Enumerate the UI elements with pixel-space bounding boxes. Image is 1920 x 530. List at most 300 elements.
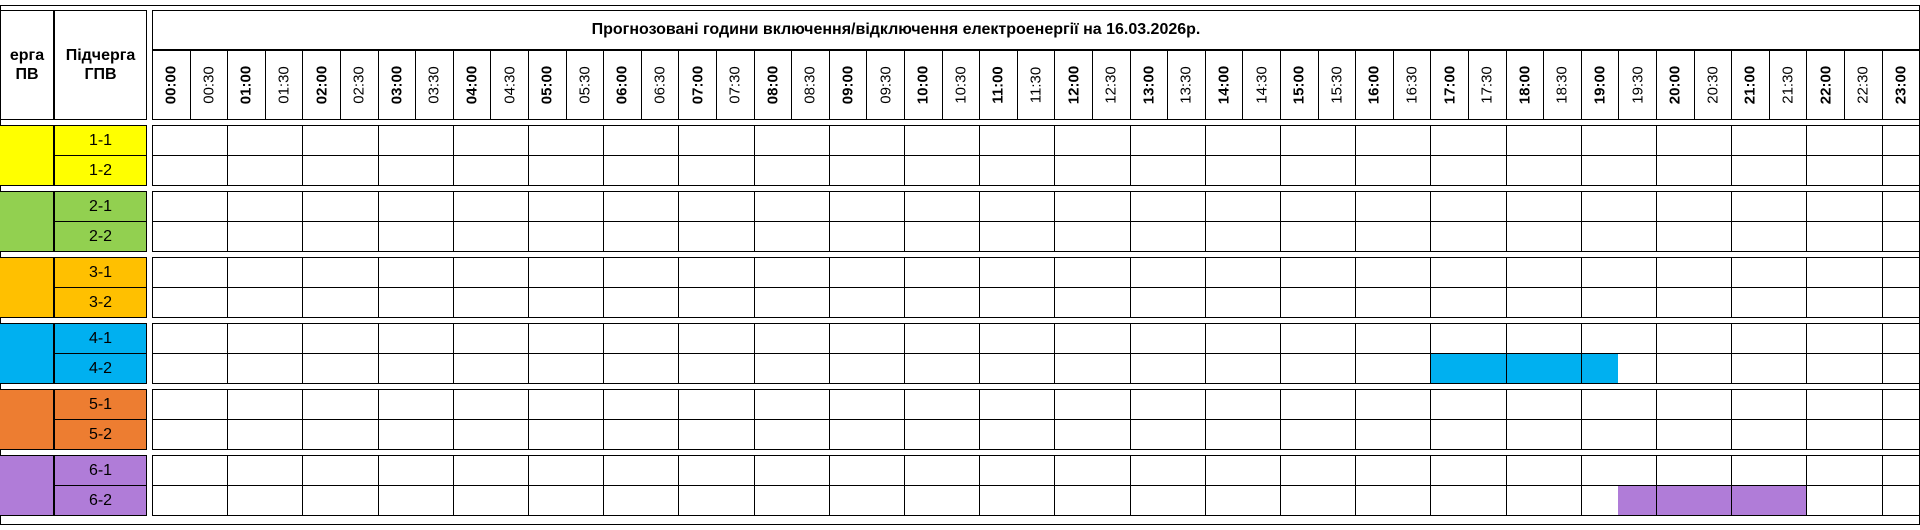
time-header-0400 xyxy=(453,50,492,120)
hour-cell xyxy=(603,353,679,384)
hour-cell xyxy=(603,221,679,252)
time-header-label: 06:30 xyxy=(651,66,669,104)
hour-cell xyxy=(1731,191,1807,222)
hour-cell xyxy=(1054,455,1130,486)
hour-cell xyxy=(1430,287,1506,318)
time-header-label: 13:30 xyxy=(1177,66,1195,104)
queue-cell-2 xyxy=(0,191,54,252)
hour-cell xyxy=(1280,353,1356,384)
hour-cell xyxy=(1205,323,1281,354)
hour-cell xyxy=(1731,419,1807,450)
hour-cell xyxy=(1581,419,1657,450)
hour-cell xyxy=(1355,353,1431,384)
hour-cell xyxy=(227,323,303,354)
time-header-label: 18:00 xyxy=(1516,65,1534,105)
hour-cell xyxy=(378,455,454,486)
hour-cell xyxy=(152,485,228,516)
time-header-1800 xyxy=(1506,50,1545,120)
time-header-label: 00:30 xyxy=(200,66,218,104)
hour-cell xyxy=(1130,287,1206,318)
hour-cell xyxy=(1130,485,1206,516)
hour-cell xyxy=(152,155,228,186)
hour-cell xyxy=(1130,155,1206,186)
hour-cell xyxy=(378,155,454,186)
time-header-0530 xyxy=(566,50,605,120)
time-header-label: 20:30 xyxy=(1704,66,1722,104)
hour-cell xyxy=(754,191,830,222)
time-header-label: 07:30 xyxy=(726,66,744,104)
hour-cell xyxy=(603,191,679,222)
hour-cell xyxy=(1506,419,1582,450)
hour-cell xyxy=(1882,155,1920,186)
hour-cell xyxy=(152,419,228,450)
hour-cell xyxy=(1355,389,1431,420)
time-header-0030 xyxy=(190,50,229,120)
hour-cell xyxy=(1656,191,1732,222)
queue-cell-6 xyxy=(0,455,54,516)
hour-cell xyxy=(227,191,303,222)
hour-cell xyxy=(528,455,604,486)
hour-cell xyxy=(152,389,228,420)
time-header-0830 xyxy=(791,50,830,120)
time-header-1530 xyxy=(1318,50,1357,120)
hour-cell xyxy=(1731,389,1807,420)
subqueue-cell-label: 2-2 xyxy=(88,227,113,245)
hour-cell xyxy=(1656,485,1732,516)
time-header-label: 08:00 xyxy=(764,65,782,105)
subqueue-cell-label: 3-1 xyxy=(88,263,113,281)
hour-cell xyxy=(1430,419,1506,450)
time-header-1330 xyxy=(1167,50,1206,120)
hour-cell xyxy=(1054,419,1130,450)
time-header-0930 xyxy=(866,50,905,120)
time-header-label: 02:30 xyxy=(350,66,368,104)
hour-cell xyxy=(829,389,905,420)
subqueue-cell-label: 4-1 xyxy=(88,329,113,347)
hour-cell xyxy=(603,485,679,516)
subqueue-cell-label: 4-2 xyxy=(88,359,113,377)
time-header-2030 xyxy=(1694,50,1733,120)
hour-cell xyxy=(302,455,378,486)
hour-cell xyxy=(528,155,604,186)
hour-cell xyxy=(528,485,604,516)
hour-cell xyxy=(1130,353,1206,384)
hour-cell xyxy=(979,419,1055,450)
hour-cell xyxy=(1280,455,1356,486)
hour-cell xyxy=(678,353,754,384)
hour-cell xyxy=(1506,389,1582,420)
hour-cell xyxy=(1506,221,1582,252)
hour-cell xyxy=(1731,221,1807,252)
time-header-label: 04:00 xyxy=(463,65,481,105)
hour-cell xyxy=(453,191,529,222)
hour-cell xyxy=(227,221,303,252)
hour-cell xyxy=(302,191,378,222)
hour-cell xyxy=(1581,155,1657,186)
hour-cell xyxy=(528,323,604,354)
hour-cell xyxy=(1355,287,1431,318)
hour-cell xyxy=(1656,323,1732,354)
hour-cell xyxy=(302,323,378,354)
hour-cell xyxy=(979,257,1055,288)
time-header-label: 13:00 xyxy=(1140,65,1158,105)
hour-cell xyxy=(1882,221,1920,252)
hour-cell xyxy=(1882,419,1920,450)
hour-cell xyxy=(1656,257,1732,288)
hour-cell xyxy=(1506,191,1582,222)
time-header-0200 xyxy=(302,50,341,120)
hour-cell xyxy=(1205,485,1281,516)
time-header-label: 05:30 xyxy=(576,66,594,104)
hour-cell xyxy=(1506,323,1582,354)
hour-cell xyxy=(754,287,830,318)
hour-cell xyxy=(1054,257,1130,288)
time-header-1230 xyxy=(1092,50,1131,120)
hour-cell xyxy=(678,485,754,516)
hour-cell xyxy=(1656,155,1732,186)
time-header-label: 17:00 xyxy=(1441,65,1459,105)
queue-cell-5 xyxy=(0,389,54,450)
hour-cell xyxy=(829,155,905,186)
hour-cell xyxy=(1430,221,1506,252)
hour-cell xyxy=(754,419,830,450)
hour-cell xyxy=(678,257,754,288)
time-header-label: 11:00 xyxy=(989,66,1007,104)
hour-cell xyxy=(302,389,378,420)
time-header-2230 xyxy=(1844,50,1883,120)
time-header-0500 xyxy=(528,50,567,120)
hour-cell xyxy=(1130,389,1206,420)
hour-cell xyxy=(1806,389,1882,420)
time-header-0430 xyxy=(490,50,529,120)
time-header-label: 19:30 xyxy=(1629,66,1647,104)
hour-cell xyxy=(678,287,754,318)
hour-cell xyxy=(754,221,830,252)
subqueue-cell-1-1 xyxy=(54,125,147,156)
time-header-label: 10:30 xyxy=(952,66,970,104)
hour-cell xyxy=(1731,257,1807,288)
time-header-label: 00:00 xyxy=(162,65,180,105)
subqueue-cell-label: 2-1 xyxy=(88,197,113,215)
hour-cell xyxy=(1130,125,1206,156)
hour-cell xyxy=(227,353,303,384)
hour-cell xyxy=(979,287,1055,318)
hour-cell xyxy=(1430,155,1506,186)
hour-cell xyxy=(1205,353,1281,384)
time-header-0600 xyxy=(603,50,642,120)
hour-cell xyxy=(1806,287,1882,318)
time-header-0230 xyxy=(340,50,379,120)
hour-cell xyxy=(829,257,905,288)
hour-cell xyxy=(829,125,905,156)
hour-cell xyxy=(1806,455,1882,486)
time-header-1130 xyxy=(1017,50,1056,120)
time-header-1900 xyxy=(1581,50,1620,120)
hour-cell xyxy=(378,485,454,516)
subqueue-column-header-text: Підчерга ГПВ xyxy=(65,47,136,83)
subqueue-cell-label: 6-2 xyxy=(88,491,113,509)
hour-cell xyxy=(1130,419,1206,450)
hour-cell xyxy=(1581,287,1657,318)
hour-cell xyxy=(1882,389,1920,420)
hour-cell xyxy=(754,323,830,354)
hour-cell xyxy=(1506,287,1582,318)
hour-cell xyxy=(1130,257,1206,288)
time-header-label: 18:30 xyxy=(1553,66,1571,104)
hour-cell xyxy=(528,287,604,318)
hour-cell xyxy=(1280,155,1356,186)
hour-cell xyxy=(1806,125,1882,156)
hour-cell xyxy=(453,419,529,450)
time-header-label: 14:00 xyxy=(1215,65,1233,105)
hour-cell xyxy=(904,485,980,516)
time-header-1500 xyxy=(1280,50,1319,120)
hour-cell xyxy=(1205,455,1281,486)
time-header-1030 xyxy=(942,50,981,120)
hour-cell xyxy=(1205,155,1281,186)
hour-cell xyxy=(1430,191,1506,222)
hour-cell xyxy=(1054,191,1130,222)
hour-cell xyxy=(453,257,529,288)
hour-cell xyxy=(829,419,905,450)
queue-cell-3 xyxy=(0,257,54,318)
time-header-1830 xyxy=(1543,50,1582,120)
time-header-label: 09:00 xyxy=(839,65,857,105)
hour-cell xyxy=(1581,389,1657,420)
hour-cell xyxy=(979,191,1055,222)
time-header-0100 xyxy=(227,50,266,120)
queue-column-header xyxy=(0,10,54,120)
hour-cell xyxy=(603,125,679,156)
time-header-1200 xyxy=(1054,50,1093,120)
time-header-1430 xyxy=(1242,50,1281,120)
hour-cell xyxy=(1054,155,1130,186)
hour-cell xyxy=(1430,125,1506,156)
time-header-label: 12:00 xyxy=(1065,65,1083,105)
hour-cell xyxy=(979,323,1055,354)
subqueue-cell-label: 5-2 xyxy=(88,425,113,443)
hour-cell xyxy=(1581,191,1657,222)
schedule-title xyxy=(152,10,1920,50)
time-header-2300 xyxy=(1882,50,1920,120)
hour-cell xyxy=(754,353,830,384)
schedule-title-text: Прогнозовані години включення/відключення електроенергії на 16.03.2026р. xyxy=(591,21,1201,38)
time-header-label: 17:30 xyxy=(1478,66,1496,104)
hour-cell xyxy=(1430,257,1506,288)
hour-cell xyxy=(302,485,378,516)
hour-cell xyxy=(1656,221,1732,252)
hour-cell xyxy=(1054,389,1130,420)
time-header-label: 01:30 xyxy=(275,66,293,104)
hour-cell xyxy=(528,191,604,222)
time-header-label: 21:00 xyxy=(1741,65,1759,105)
hour-cell xyxy=(678,125,754,156)
time-header-1600 xyxy=(1355,50,1394,120)
hour-cell xyxy=(1731,353,1807,384)
hour-cell xyxy=(528,257,604,288)
time-header-label: 03:00 xyxy=(388,65,406,105)
hour-cell xyxy=(1731,485,1807,516)
hour-cell xyxy=(1280,191,1356,222)
hour-cell xyxy=(1355,419,1431,450)
time-header-label: 07:00 xyxy=(689,65,707,105)
hour-cell xyxy=(1731,287,1807,318)
subqueue-cell-3-1 xyxy=(54,257,147,288)
hour-cell xyxy=(302,257,378,288)
queue-cell-1 xyxy=(0,125,54,186)
hour-cell xyxy=(378,419,454,450)
hour-cell xyxy=(227,485,303,516)
time-header-0300 xyxy=(378,50,417,120)
hour-cell xyxy=(678,191,754,222)
hour-cell xyxy=(453,155,529,186)
time-header-1730 xyxy=(1468,50,1507,120)
subqueue-cell-5-1 xyxy=(54,389,147,420)
hour-cell xyxy=(979,389,1055,420)
hour-cell xyxy=(1806,155,1882,186)
hour-cell xyxy=(1656,125,1732,156)
time-header-label: 15:30 xyxy=(1328,66,1346,104)
hour-cell xyxy=(1806,485,1882,516)
subqueue-cell-5-2 xyxy=(54,419,147,450)
subqueue-cell-label: 3-2 xyxy=(88,293,113,311)
hour-cell xyxy=(904,191,980,222)
subqueue-cell-6-2 xyxy=(54,485,147,516)
hour-cell xyxy=(302,419,378,450)
hour-cell xyxy=(152,323,228,354)
time-header-0000 xyxy=(152,50,191,120)
hour-cell xyxy=(227,389,303,420)
hour-cell xyxy=(227,257,303,288)
hour-cell xyxy=(1430,389,1506,420)
time-header-label: 06:00 xyxy=(613,65,631,105)
hour-cell xyxy=(1355,257,1431,288)
time-header-label: 16:30 xyxy=(1403,66,1421,104)
hour-cell xyxy=(603,389,679,420)
hour-cell xyxy=(453,125,529,156)
hour-cell xyxy=(152,221,228,252)
hour-cell xyxy=(1205,257,1281,288)
time-header-2100 xyxy=(1731,50,1770,120)
hour-cell xyxy=(1130,455,1206,486)
time-header-label: 01:00 xyxy=(237,65,255,105)
hour-cell xyxy=(152,191,228,222)
hour-cell xyxy=(1656,455,1732,486)
hour-cell xyxy=(378,257,454,288)
hour-cell xyxy=(1581,353,1657,384)
time-header-label: 22:00 xyxy=(1817,65,1835,105)
hour-cell xyxy=(1205,287,1281,318)
hour-cell xyxy=(904,125,980,156)
hour-cell xyxy=(302,155,378,186)
hour-cell xyxy=(453,389,529,420)
hour-cell xyxy=(754,389,830,420)
hour-cell xyxy=(904,353,980,384)
time-header-label: 21:30 xyxy=(1779,66,1797,104)
subqueue-cell-2-1 xyxy=(54,191,147,222)
hour-cell xyxy=(754,155,830,186)
hour-cell xyxy=(1205,389,1281,420)
time-header-label: 16:00 xyxy=(1365,65,1383,105)
hour-cell xyxy=(378,125,454,156)
hour-cell xyxy=(152,287,228,318)
hour-cell xyxy=(754,455,830,486)
hour-cell xyxy=(227,155,303,186)
hour-cell xyxy=(528,353,604,384)
hour-cell xyxy=(1731,125,1807,156)
hour-cell xyxy=(1355,455,1431,486)
hour-cell xyxy=(302,221,378,252)
time-header-label: 02:00 xyxy=(313,65,331,105)
hour-cell xyxy=(528,419,604,450)
hour-cell xyxy=(1806,191,1882,222)
hour-cell xyxy=(1205,191,1281,222)
hour-cell xyxy=(678,221,754,252)
hour-cell xyxy=(979,155,1055,186)
hour-cell xyxy=(528,221,604,252)
time-header-1700 xyxy=(1430,50,1469,120)
hour-cell xyxy=(678,419,754,450)
hour-cell xyxy=(979,125,1055,156)
hour-cell xyxy=(829,353,905,384)
hour-cell xyxy=(1355,155,1431,186)
hour-cell xyxy=(302,125,378,156)
hour-cell xyxy=(1280,323,1356,354)
hour-cell xyxy=(453,455,529,486)
time-header-label: 09:30 xyxy=(877,66,895,104)
hour-cell xyxy=(1355,485,1431,516)
time-header-label: 10:00 xyxy=(914,65,932,105)
subqueue-cell-4-1 xyxy=(54,323,147,354)
hour-cell xyxy=(603,257,679,288)
hour-cell xyxy=(453,485,529,516)
hour-cell xyxy=(1506,455,1582,486)
hour-cell xyxy=(1430,455,1506,486)
hour-cell xyxy=(754,485,830,516)
hour-cell xyxy=(1882,287,1920,318)
hour-cell xyxy=(1506,125,1582,156)
hour-cell xyxy=(678,155,754,186)
hour-cell xyxy=(1280,221,1356,252)
hour-cell xyxy=(603,287,679,318)
time-header-1930 xyxy=(1618,50,1657,120)
hour-cell xyxy=(754,257,830,288)
hour-cell xyxy=(1280,125,1356,156)
time-header-0800 xyxy=(754,50,793,120)
queue-column-header-text: ерга ПВ xyxy=(9,47,45,83)
hour-cell xyxy=(1882,257,1920,288)
hour-cell xyxy=(152,353,228,384)
hour-cell xyxy=(1054,485,1130,516)
hour-cell xyxy=(1130,221,1206,252)
hour-cell xyxy=(378,221,454,252)
hour-cell xyxy=(904,257,980,288)
hour-cell xyxy=(904,221,980,252)
time-header-label: 11:30 xyxy=(1027,66,1045,104)
hour-cell xyxy=(1054,353,1130,384)
subqueue-cell-label: 1-2 xyxy=(88,161,113,179)
hour-cell xyxy=(1806,221,1882,252)
hour-cell xyxy=(453,323,529,354)
subqueue-cell-label: 5-1 xyxy=(88,395,113,413)
hour-cell xyxy=(829,287,905,318)
hour-cell xyxy=(1656,419,1732,450)
hour-cell xyxy=(1355,221,1431,252)
hour-cell xyxy=(227,125,303,156)
hour-cell xyxy=(1731,155,1807,186)
hour-cell xyxy=(227,455,303,486)
hour-cell xyxy=(453,221,529,252)
